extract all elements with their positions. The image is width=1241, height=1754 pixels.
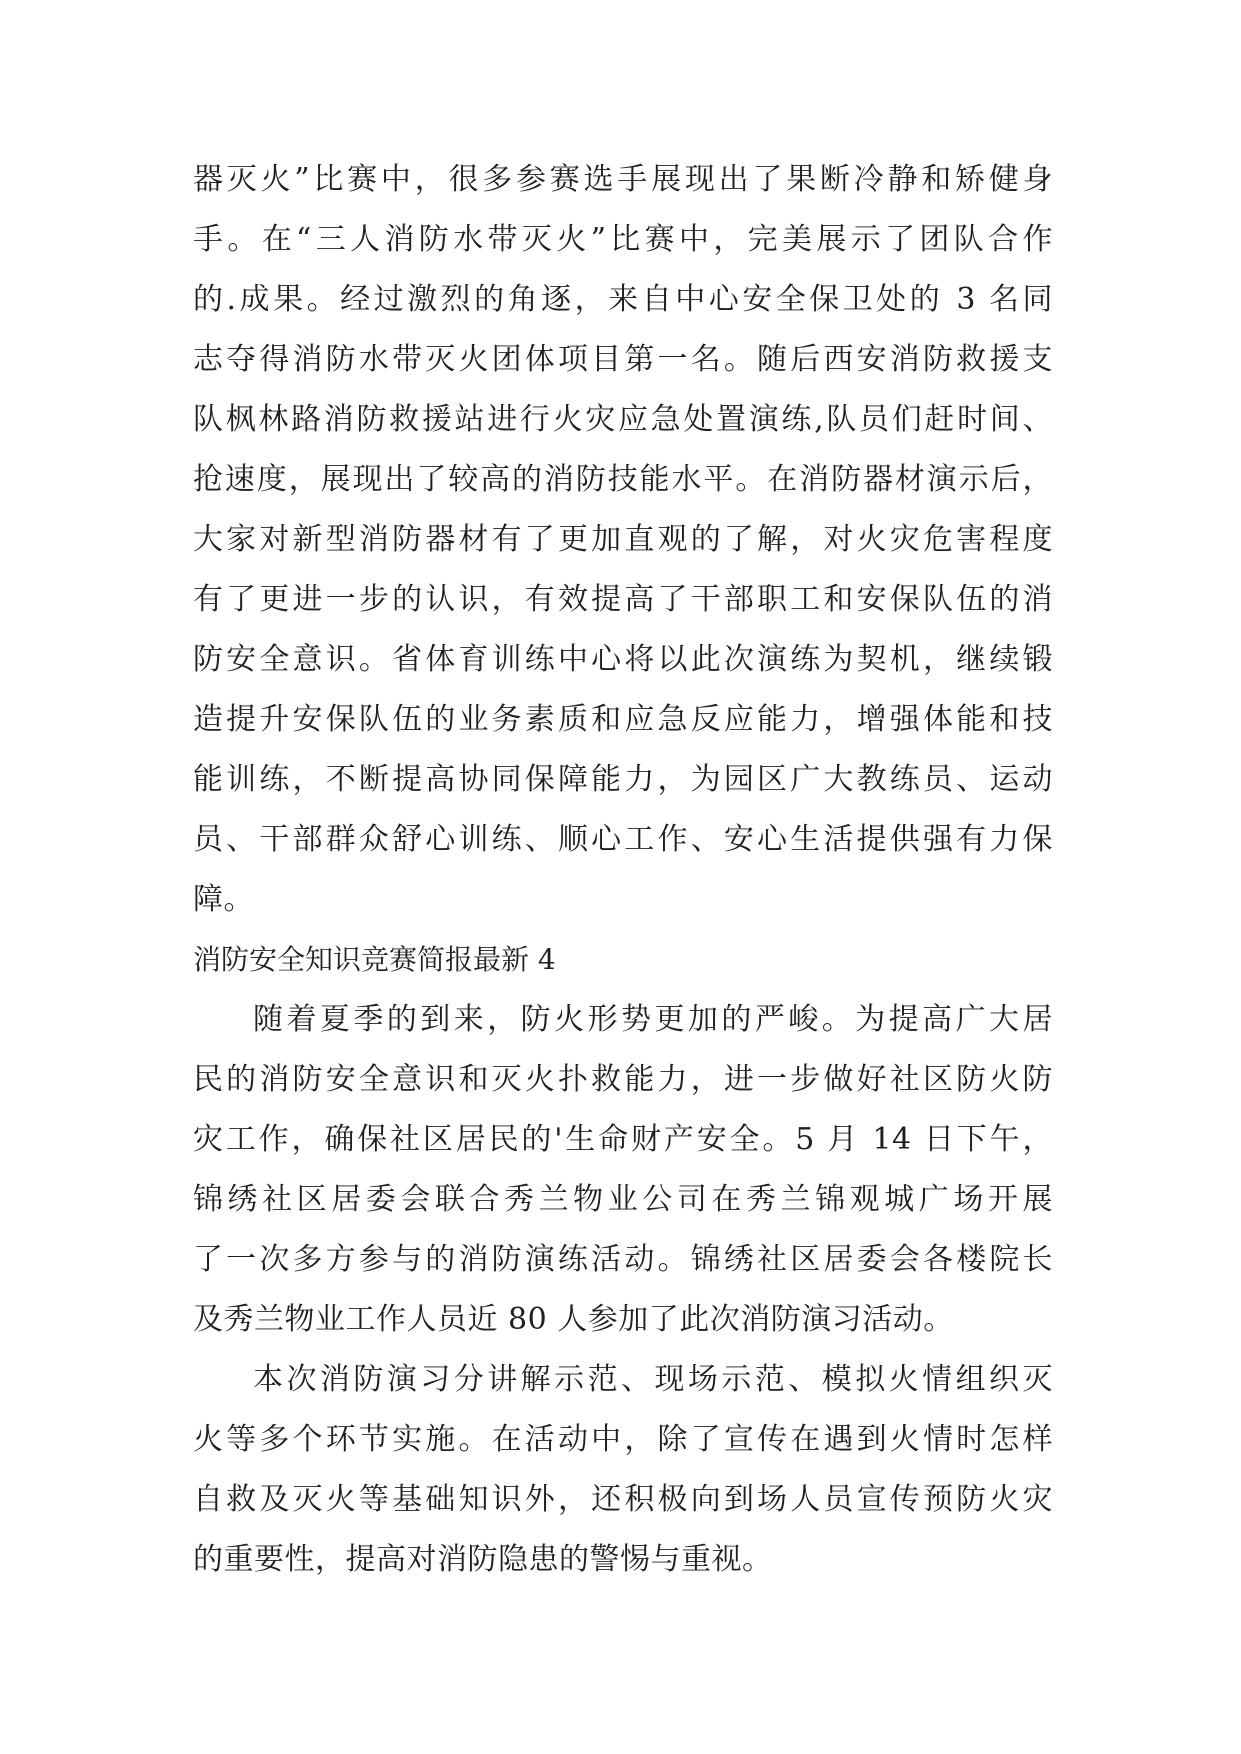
text-line: 的.成果。经过激烈的角逐，来自中心安全保卫处的 3 名同 xyxy=(193,282,1053,317)
paragraph-3 xyxy=(193,1350,1053,1590)
text-line: 锦绣社区居委会联合秀兰物业公司在秀兰锦观城广场开展 xyxy=(193,1182,1053,1217)
text-line: 障。 xyxy=(193,882,254,917)
text-line: 造提升安保队伍的业务素质和应急反应能力，增强体能和技 xyxy=(193,702,1053,737)
text-line: 民的消防安全意识和灭火扑救能力，进一步做好社区防火防 xyxy=(193,1062,1053,1097)
text-line: 员、干部群众舒心训练、顺心工作、安心生活提供强有力保 xyxy=(193,822,1053,857)
text-line: 本次消防演习分讲解示范、现场示范、模拟火情组织灭 xyxy=(253,1362,1053,1397)
text-line: 随着夏季的到来，防火形势更加的严峻。为提高广大居 xyxy=(253,1002,1053,1037)
text-line: 抢速度，展现出了较高的消防技能水平。在消防器材演示后， xyxy=(193,462,1053,497)
text-line: 及秀兰物业工作人员近 80 人参加了此次消防演习活动。 xyxy=(193,1302,954,1337)
text-line: 器灭火”比赛中，很多参赛选手展现出了果断冷静和矫健身 xyxy=(193,162,1053,197)
text-line: 大家对新型消防器材有了更加直观的了解，对火灾危害程度 xyxy=(193,522,1053,557)
text-line: 有了更进一步的认识，有效提高了干部职工和安保队伍的消 xyxy=(193,582,1053,617)
section-heading: 消防安全知识竞赛简报最新 4 xyxy=(193,943,556,976)
text-line: 志夺得消防水带灭火团体项目第一名。随后西安消防救援支 xyxy=(193,342,1053,377)
text-line: 了一次多方参与的消防演练活动。锦绣社区居委会各楼院长 xyxy=(193,1242,1053,1277)
paragraph-2 xyxy=(193,990,1053,1350)
text-line: 火等多个环节实施。在活动中，除了宣传在遇到火情时怎样 xyxy=(193,1422,1053,1457)
paragraph-1 xyxy=(193,150,1053,930)
text-line: 能训练，不断提高协同保障能力，为园区广大教练员、运动 xyxy=(193,762,1053,797)
text-line: 队枫林路消防救援站进行火灾应急处置演练,队员们赶时间、 xyxy=(193,402,1053,437)
text-line: 手。在“三人消防水带灭火”比赛中，完美展示了团队合作 xyxy=(193,222,1053,257)
text-line: 防安全意识。省体育训练中心将以此次演练为契机，继续锻 xyxy=(193,642,1053,677)
text-line: 灾工作，确保社区居民的'生命财产安全。5 月 14 日下午， xyxy=(193,1122,1053,1157)
document-body xyxy=(193,150,1053,1590)
text-line: 自救及灭火等基础知识外，还积极向到场人员宣传预防火灾 xyxy=(193,1482,1053,1517)
text-line: 的重要性，提高对消防隐患的警惕与重视。 xyxy=(193,1542,773,1577)
